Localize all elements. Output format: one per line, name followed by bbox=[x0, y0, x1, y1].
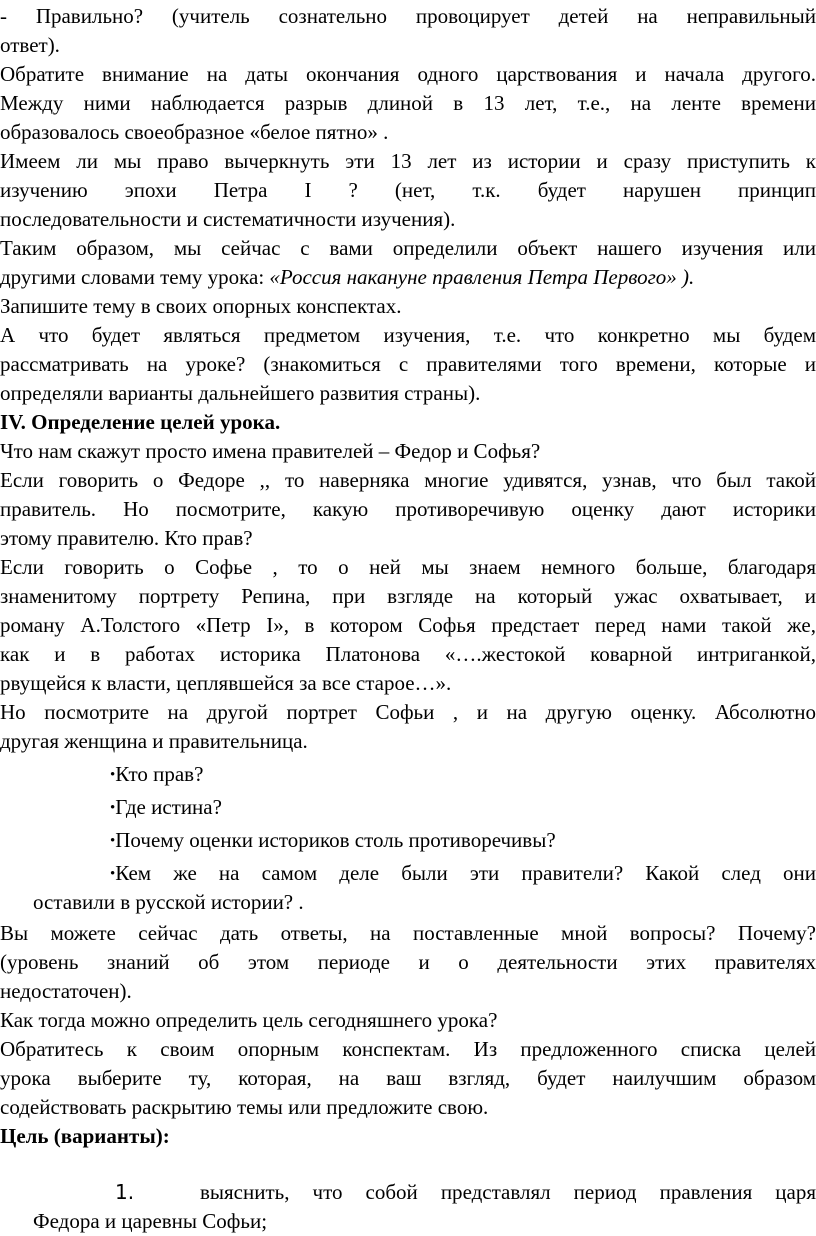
paragraph-line: Что нам скажут просто имена правителей – Федор и Софья? bbox=[0, 439, 541, 463]
paragraph-line: рассматривать на уроке? (знакомиться с правителями того времени, которые и bbox=[0, 352, 816, 376]
paragraph-line: как и в работах историка Платонова «….жестокой коварной интриганкой, bbox=[0, 642, 816, 666]
bullet-icon: • bbox=[110, 799, 116, 816]
paragraph-line: определяли варианты дальнейшего развития страны). bbox=[0, 381, 481, 405]
bullet-continuation: оставили в русской истории? . bbox=[33, 890, 304, 914]
bullet-item bbox=[110, 826, 556, 857]
paragraph-line: недостаточен). bbox=[0, 979, 132, 1003]
lesson-topic-prefix: другими словами тему урока: bbox=[0, 265, 270, 289]
bullet-icon: • bbox=[110, 865, 116, 882]
paragraph-line: другая женщина и правительница. bbox=[0, 729, 308, 753]
paragraph-line: ответ). bbox=[0, 33, 60, 57]
numbered-item-text: выяснить, что собой представлял период правления царя bbox=[200, 1180, 816, 1204]
bullet-text: Кто прав? bbox=[115, 762, 204, 786]
paragraph-line: (уровень знаний об этом периоде и о деятельности этих правителях bbox=[0, 950, 816, 974]
bullet-item bbox=[110, 793, 222, 824]
numbered-item-number bbox=[115, 1178, 134, 1207]
paragraph-line: Если говорить о Федоре ,, то наверняка многие удивятся, узнав, что был такой bbox=[0, 468, 816, 492]
bullet-item bbox=[110, 760, 203, 791]
paragraph-line: Если говорить о Софье , то о ней мы знаем немного больше, благодаря bbox=[0, 555, 816, 579]
paragraph-line: Обратитесь к своим опорным конспектам. Из предложенного списка целей bbox=[0, 1037, 816, 1061]
paragraph-line: последовательности и систематичности изучения). bbox=[0, 207, 456, 231]
bullet-item bbox=[110, 859, 816, 890]
list-number: 1. bbox=[115, 1180, 135, 1204]
bullet-text: Почему оценки историков столь противоречивы? bbox=[115, 828, 556, 852]
paragraph-line: знаменитому портрету Репина, при взгляде на который ужас охватывает, и bbox=[0, 584, 816, 608]
bullet-text: Где истина? bbox=[115, 795, 222, 819]
paragraph-line: изучению эпохи Петра I ? (нет, т.к. будет нарушен принцип bbox=[0, 178, 816, 202]
paragraph-line: Имеем ли мы право вычеркнуть эти 13 лет из истории и сразу приступить к bbox=[0, 149, 816, 173]
paragraph-line: урока выберите ту, которая, на ваш взгляд, будет наилучшим образом bbox=[0, 1066, 816, 1090]
lesson-topic: «Россия накануне правления Петра Первого» ). bbox=[269, 265, 695, 289]
paragraph-line bbox=[0, 263, 816, 292]
paragraph-line: образовалось своеобразное «белое пятно» . bbox=[0, 120, 389, 144]
paragraph-line: Таким образом, мы сейчас с вами определили объект нашего изучения или bbox=[0, 236, 816, 260]
paragraph-line: Как тогда можно определить цель сегодняшнего урока? bbox=[0, 1008, 498, 1032]
bullet-icon: • bbox=[110, 766, 116, 783]
paragraph-line: правитель. Но посмотрите, какую противоречивую оценку дают историки bbox=[0, 497, 816, 521]
bullet-text: Кем же на самом деле были эти правители? Какой след они bbox=[115, 861, 816, 885]
paragraph-line: Запишите тему в своих опорных конспектах. bbox=[0, 294, 402, 318]
paragraph-line: роману А.Толстого «Петр I», в котором Софья предстает перед нами такой же, bbox=[0, 613, 816, 637]
paragraph-line: - Правильно? (учитель сознательно провоцирует детей на неправильный bbox=[0, 4, 816, 28]
paragraph-line: Но посмотрите на другой портрет Софьи , и на другую оценку. Абсолютно bbox=[0, 700, 816, 724]
numbered-item-continuation: Федора и царевны Софьи; bbox=[33, 1209, 268, 1233]
paragraph-line: рвущейся к власти, цеплявшейся за все старое…». bbox=[0, 671, 452, 695]
paragraph-line: содействовать раскрытию темы или предложите свою. bbox=[0, 1095, 489, 1119]
bullet-icon: • bbox=[110, 832, 116, 849]
goals-heading: Цель (варианты): bbox=[0, 1124, 170, 1148]
paragraph-line: Между ними наблюдается разрыв длиной в 13 лет, т.е., на ленте времени bbox=[0, 91, 816, 115]
paragraph-line: Вы можете сейчас дать ответы, на поставленные мной вопросы? Почему? bbox=[0, 921, 816, 945]
paragraph-line: Обратите внимание на даты окончания одного царствования и начала другого. bbox=[0, 62, 816, 86]
paragraph-line: А что будет являться предметом изучения, т.е. что конкретно мы будем bbox=[0, 323, 816, 347]
section-heading: IV. Определение целей урока. bbox=[0, 410, 281, 434]
paragraph-line: этому правителю. Кто прав? bbox=[0, 526, 253, 550]
